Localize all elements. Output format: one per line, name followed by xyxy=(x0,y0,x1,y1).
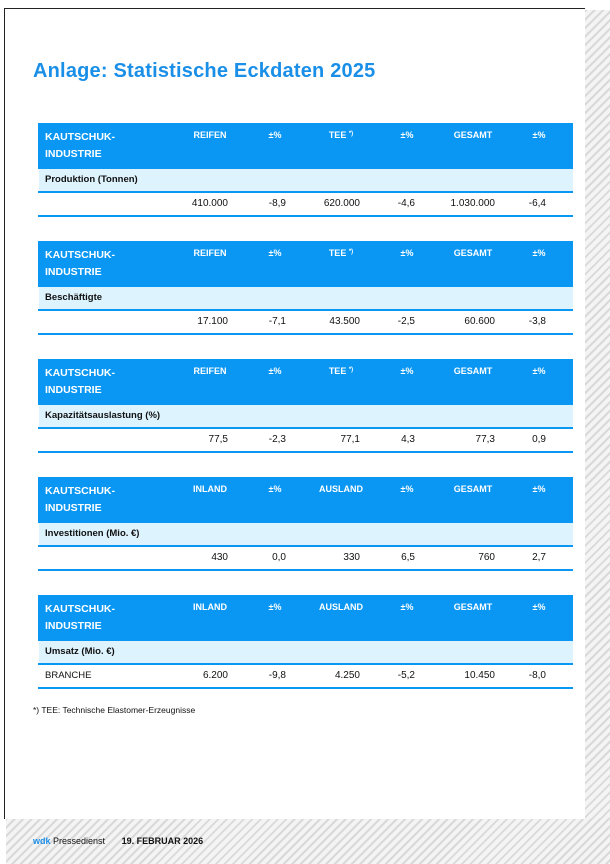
industry-label xyxy=(45,365,155,399)
page-edge-stripes-right xyxy=(585,10,610,864)
industry-label-line1: KAUTSCHUK- xyxy=(45,131,115,143)
column-header xyxy=(306,129,376,141)
industry-label-line2: INDUSTRIE xyxy=(45,384,102,396)
industry-label-line1: KAUTSCHUK- xyxy=(45,249,115,261)
industry-label-line2: INDUSTRIE xyxy=(45,502,102,514)
column-header-label: GESAMT xyxy=(453,248,493,258)
column-header xyxy=(240,601,310,613)
column-header-label: ±% xyxy=(532,130,546,140)
column-header-label: ±% xyxy=(400,602,414,612)
column-header xyxy=(438,483,508,495)
column-header-label: ±% xyxy=(532,248,546,258)
column-header xyxy=(438,247,508,259)
column-header xyxy=(306,601,376,613)
table-cell: -9,8 xyxy=(268,670,286,681)
table-cell: -4,6 xyxy=(397,198,415,209)
table-cell: 10.450 xyxy=(464,670,495,681)
table-cell: -5,2 xyxy=(397,670,415,681)
industry-label-line2: INDUSTRIE xyxy=(45,148,102,160)
column-header xyxy=(504,365,574,377)
industry-label-line1: KAUTSCHUK- xyxy=(45,485,115,497)
column-header-label: GESAMT xyxy=(453,602,493,612)
column-header-label: INLAND xyxy=(193,602,227,612)
column-header-label: ±% xyxy=(400,248,414,258)
industry-label-line1: KAUTSCHUK- xyxy=(45,603,115,615)
section-label: Investitionen (Mio. €) xyxy=(45,528,140,539)
column-header-label: AUSLAND xyxy=(319,484,363,494)
column-header-label: REIFEN xyxy=(193,130,227,140)
column-header xyxy=(175,247,245,259)
table-cell: -8,0 xyxy=(528,670,546,681)
column-header-label: AUSLAND xyxy=(319,602,363,612)
table-header xyxy=(38,241,573,287)
column-header xyxy=(372,601,442,613)
table-cell: 0,9 xyxy=(532,434,546,445)
column-header xyxy=(438,129,508,141)
column-header xyxy=(372,365,442,377)
table-cell: -3,8 xyxy=(528,316,546,327)
table-row xyxy=(38,311,573,335)
column-header xyxy=(240,483,310,495)
column-header-label: GESAMT xyxy=(453,366,493,376)
table-header xyxy=(38,477,573,523)
column-header xyxy=(175,129,245,141)
column-header xyxy=(438,601,508,613)
table-cell: 620.000 xyxy=(323,198,360,209)
industry-label xyxy=(45,483,155,517)
table-cell: 77,5 xyxy=(208,434,228,445)
column-header-label: ±% xyxy=(532,484,546,494)
column-header xyxy=(175,365,245,377)
column-header xyxy=(175,483,245,495)
table-cell: -8,9 xyxy=(268,198,286,209)
column-header-label: INLAND xyxy=(193,484,227,494)
table-cell: 1.030.000 xyxy=(450,198,495,209)
column-header-label: ±% xyxy=(532,366,546,376)
footer-date: 19. FEBRUAR 2026 xyxy=(121,836,204,846)
column-header-label: ±% xyxy=(268,484,282,494)
table-header xyxy=(38,123,573,169)
table-cell: 6.200 xyxy=(202,670,228,681)
table-cell: 77,3 xyxy=(475,434,495,445)
column-header xyxy=(504,601,574,613)
table-cell: 430 xyxy=(211,552,228,563)
section-row xyxy=(38,169,573,193)
table-cell: 0,0 xyxy=(272,552,286,563)
column-header-label: ±% xyxy=(532,602,546,612)
column-header xyxy=(372,247,442,259)
section-row xyxy=(38,405,573,429)
column-header-label: GESAMT xyxy=(453,130,493,140)
column-header-label: ±% xyxy=(268,602,282,612)
section-label: Beschäftigte xyxy=(45,292,103,303)
industry-label-line1: KAUTSCHUK- xyxy=(45,367,115,379)
column-header-label: ±% xyxy=(400,130,414,140)
stats-table xyxy=(38,477,573,571)
table-cell: -6,4 xyxy=(528,198,546,209)
industry-label xyxy=(45,601,155,635)
row-label: BRANCHE xyxy=(45,670,92,681)
stats-table xyxy=(38,595,573,689)
stats-table xyxy=(38,123,573,217)
column-header xyxy=(372,483,442,495)
section-label: Kapazitätsauslastung (%) xyxy=(45,410,161,421)
section-row xyxy=(38,641,573,665)
section-row xyxy=(38,287,573,311)
column-header xyxy=(240,247,310,259)
column-header-label: ±% xyxy=(268,248,282,258)
column-header-label: TEE xyxy=(328,130,347,140)
column-header xyxy=(438,365,508,377)
industry-label xyxy=(45,129,155,163)
table-row xyxy=(38,193,573,217)
column-header-label: TEE xyxy=(328,248,347,258)
column-header xyxy=(240,365,310,377)
table-cell: -7,1 xyxy=(268,316,286,327)
table-cell: 4.250 xyxy=(334,670,360,681)
column-header xyxy=(306,247,376,259)
page-title: Anlage: Statistische Eckdaten 2025 xyxy=(33,60,376,82)
table-header xyxy=(38,595,573,641)
column-header xyxy=(504,483,574,495)
table-row xyxy=(38,429,573,453)
industry-label-line2: INDUSTRIE xyxy=(45,620,102,632)
column-header-label: REIFEN xyxy=(193,366,227,376)
column-header-label: REIFEN xyxy=(193,248,227,258)
table-cell: -2,3 xyxy=(268,434,286,445)
table-cell: 2,7 xyxy=(532,552,546,563)
table-cell: 330 xyxy=(343,552,360,563)
footnote-marker: *) xyxy=(348,131,354,137)
column-header xyxy=(504,129,574,141)
table-cell: 77,1 xyxy=(340,434,360,445)
column-header xyxy=(306,365,376,377)
section-row xyxy=(38,523,573,547)
stats-table xyxy=(38,241,573,335)
table-cell: 760 xyxy=(478,552,495,563)
table-cell: 17.100 xyxy=(197,316,228,327)
table-row xyxy=(38,665,573,689)
footnote-marker: *) xyxy=(348,367,354,373)
column-header-label: ±% xyxy=(268,130,282,140)
table-cell: -2,5 xyxy=(397,316,415,327)
column-header xyxy=(175,601,245,613)
column-header-label: ±% xyxy=(400,484,414,494)
stats-table xyxy=(38,359,573,453)
table-cell: 6,5 xyxy=(401,552,415,563)
industry-label xyxy=(45,247,155,281)
table-cell: 4,3 xyxy=(401,434,415,445)
column-header-label: ±% xyxy=(268,366,282,376)
table-row xyxy=(38,547,573,571)
column-header xyxy=(306,483,376,495)
industry-label-line2: INDUSTRIE xyxy=(45,266,102,278)
footnote: *) TEE: Technische Elastomer-Erzeugnisse xyxy=(33,705,196,715)
column-header xyxy=(240,129,310,141)
column-header-label: ±% xyxy=(400,366,414,376)
column-header xyxy=(504,247,574,259)
footnote-marker: *) xyxy=(348,249,354,255)
column-header-label: GESAMT xyxy=(453,484,493,494)
table-cell: 410.000 xyxy=(191,198,228,209)
section-label: Umsatz (Mio. €) xyxy=(45,646,115,657)
table-cell: 60.600 xyxy=(464,316,495,327)
column-header xyxy=(372,129,442,141)
table-cell: 43.500 xyxy=(329,316,360,327)
footer-brand: wdk xyxy=(33,836,51,846)
column-header-label: TEE xyxy=(328,366,347,376)
section-label: Produktion (Tonnen) xyxy=(45,174,138,185)
table-header xyxy=(38,359,573,405)
footer-label: Pressedienst xyxy=(53,836,106,846)
footer xyxy=(33,836,203,846)
